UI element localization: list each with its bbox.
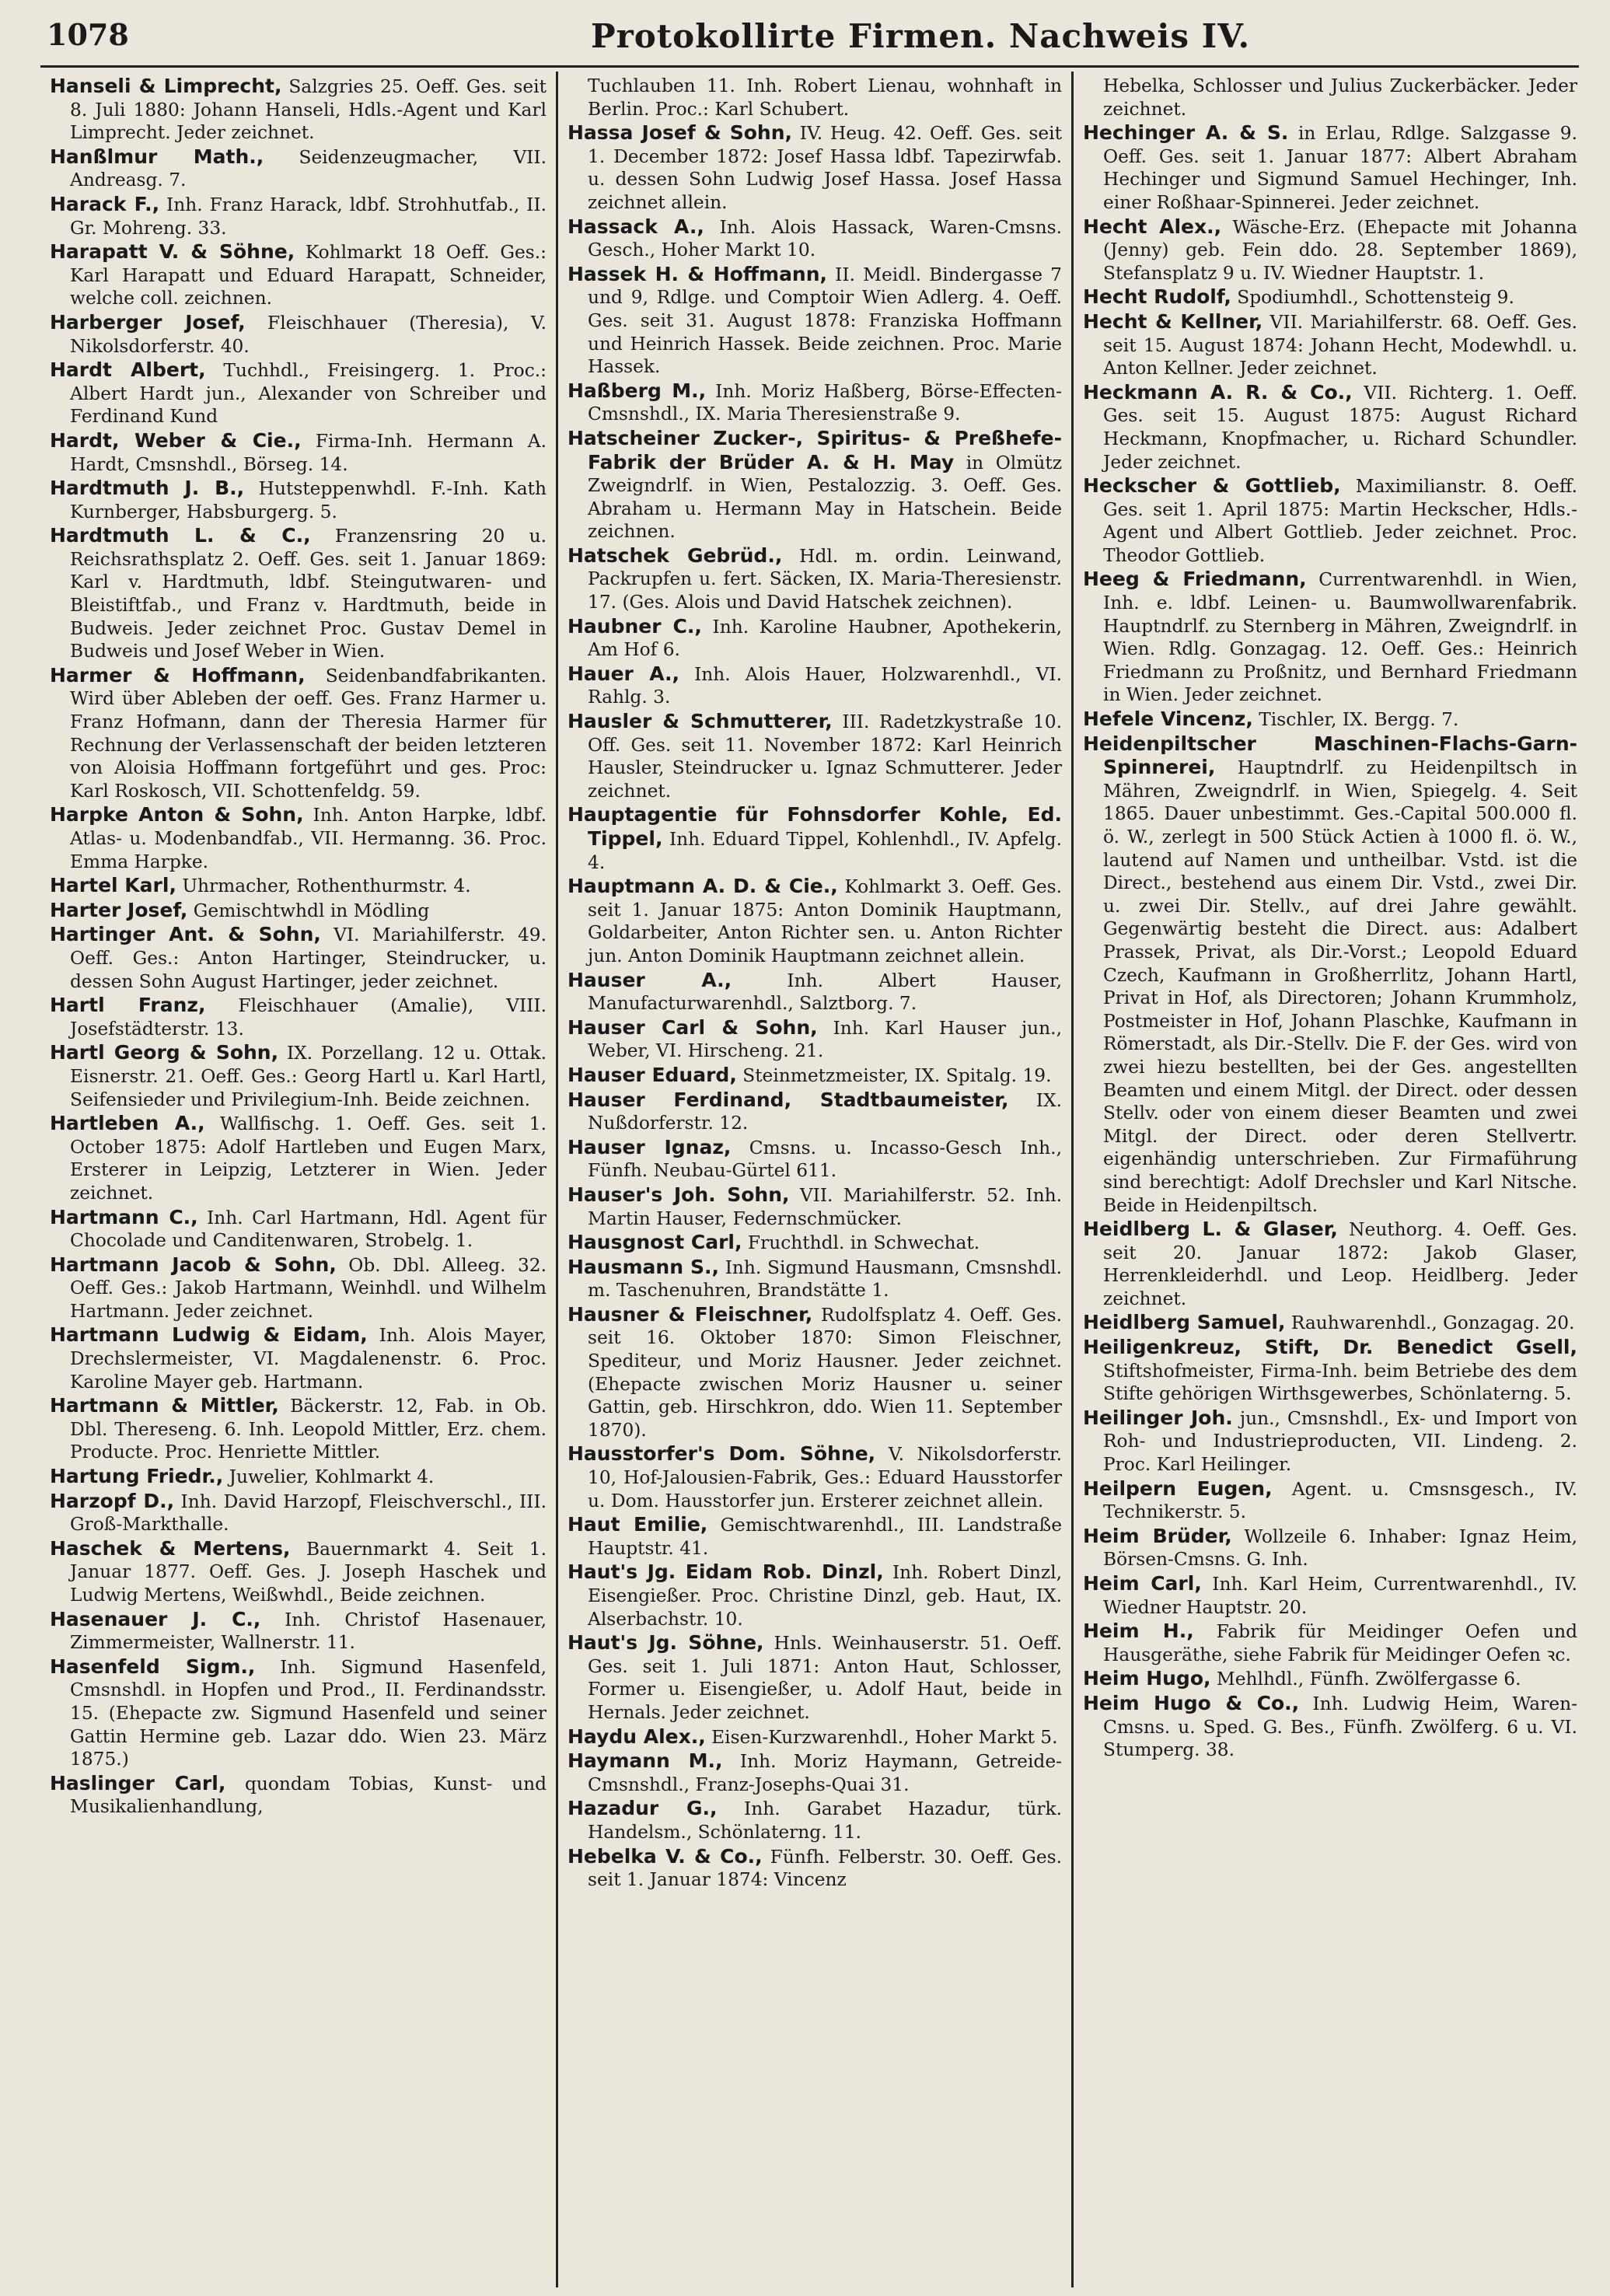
firm-name: Heim Brüder, (1083, 1524, 1232, 1547)
column-middle (556, 72, 1071, 2287)
directory-entry (568, 1725, 1062, 1749)
firm-name: Hartmann Ludwig & Eidam, (50, 1323, 368, 1347)
entry-text: Seidenbandfabrikanten. Wird über Ableben der oeff. Ges. Franz Harmer u. Franz Hofmann, dann der Theresia Harmer für Rechnung der Verlassenschaft der beiden letzteren von Aloisia Hoffmann fortgeführt und ges. Proc: Karl Roskosch, VII. Schottenfeldg. 59. (70, 665, 547, 802)
directory-entry (50, 923, 547, 993)
entry-text: Inh. Karoline Haubner, Apothekerin, Am Hof 6. (588, 616, 1062, 661)
entry-text: Salzgries 25. Oeff. Ges. seit 8. Juli 1880: Johann Hanseli, Hdls.-Agent und Karl Limprecht. Jeder zeichnet. (70, 76, 547, 144)
directory-entry (1083, 215, 1577, 285)
entry-text: Gemischtwarenhdl., III. Landstraße Hauptstr. 41. (588, 1515, 1062, 1559)
directory-entry (50, 664, 547, 803)
directory-entry (568, 1064, 1062, 1088)
firm-name: Hartleben A., (50, 1112, 205, 1135)
firm-name: Hanßlmur Math., (50, 145, 264, 168)
directory-entry (568, 1136, 1062, 1183)
firm-name: Hanseli & Limprecht, (50, 75, 282, 97)
entry-text: IX. Porzellang. 12 u. Ottak. Eisnerstr. 21. Oeff. Ges.: Georg Hartl u. Karl Hartl, Seifensieder und Privilegium-Inh. Beide zeichnen. (70, 1043, 547, 1110)
firm-name: Haut's Jg. Söhne, (568, 1631, 764, 1655)
firm-name: Hausmann S., (568, 1255, 719, 1278)
entry-text: in Olmütz Zweigndrlf. in Wien, Pestalozzig. 3. Oeff. Ges. Abraham u. Hermann May in Hatschein. Beide zeichnen. (588, 452, 1062, 543)
entry-text: Inh. Moriz Haßberg, Börse-Effecten-Cmsnshdl., IX. Maria Theresienstraße 9. (588, 380, 1063, 425)
firm-name: Hauser Eduard, (568, 1063, 737, 1086)
directory-entry (1083, 708, 1577, 732)
page-number: 1078 (47, 17, 129, 52)
entry-text: Inh. Alois Hassack, Waren-Cmsns. Gesch., Hoher Markt 10. (588, 216, 1062, 261)
column-right (1071, 72, 1587, 2287)
directory-entry (50, 1394, 547, 1464)
directory-entry (50, 1465, 547, 1489)
firm-name: Hartung Friedr., (50, 1465, 224, 1488)
firm-name: Heidlberg L. & Glaser, (1083, 1218, 1338, 1241)
firm-name: Haßberg M., (568, 379, 707, 402)
directory-entry (50, 240, 547, 310)
entry-text: Inh. Alois Mayer, Drechslermeister, VI. Magdalenenstr. 6. Proc. Karoline Mayer geb. Hartmann. (70, 1325, 547, 1393)
page-title: Protokollirte Firmen. Nachweis IV. (591, 17, 1251, 55)
entry-text: Spodiumhdl., Schottensteig 9. (1231, 287, 1514, 309)
entry-text: Tischler, IX. Bergg. 7. (1252, 709, 1459, 731)
directory-entry (50, 874, 547, 898)
entry-text: Tuchhdl., Freisingerg. 1. Proc.: Albert Hardt jun., Alexander von Schreiber und Ferdinand Kund (70, 360, 547, 428)
firm-name: Hassek H. & Hoffmann, (568, 262, 828, 285)
firm-name: Hauser's Joh. Sohn, (568, 1183, 790, 1206)
entry-text: Mehlhdl., Fünfh. Zwölfergasse 6. (1210, 1669, 1521, 1690)
directory-entry (1083, 474, 1577, 567)
entry-text: IX. Nußdorferstr. 12. (588, 1089, 1062, 1134)
entry-text: Kohlmarkt 3. Oeff. Ges. seit 1. Januar 1875: Anton Dominik Hauptmann, Goldarbeiter, Anton Richter sen. u. Anton Richter jun. Anton Dominik Hauptmann zeichnet allein. (588, 876, 1062, 966)
firm-name: Hauser Carl & Sohn, (568, 1015, 818, 1039)
firm-name: Hardt, Weber & Cie., (50, 428, 302, 452)
firm-name: Harberger Josef, (50, 310, 246, 334)
directory-entry (568, 1231, 1062, 1255)
columns (40, 72, 1587, 2287)
directory-entry (568, 662, 1062, 709)
firm-name: Hausner & Fleischner, (568, 1302, 813, 1326)
firm-name: Heim Carl, (1083, 1572, 1202, 1595)
firm-name: Hausler & Schmutterer, (568, 710, 833, 733)
entry-text: Hauptndrlf. zu Heidenpiltsch in Mähren, Zweigndrlf. in Wien, Spiegelg. 4. Seit 1865. Dauer unbestimmt. Ges.-Capital 500.000 fl. ö. W., zerlegt in 500 Stück Actien à 1000 fl. ö. W., lautend auf Namen und untheilbar. Vstd. ist die Direct., bestehend aus einem Dir. Vstd., zwei Dir. u. zwei Dir. Stellv., auf drei Jahre gewählt. Gegenwärtig besteht die Direct. aus: Adalbert Prassek, Privat, als Dir.-Vorst.; Leopold Eduard Czech, Kaufmann in Großherrlitz, Johann Hartl, Privat in Hof, als Directoren; Johann Krummholz, Postmeister in Hof, Johann Plaschke, Kaufmann in Römerstadt, als Dir.-Stellv. Die F. der Ges. wird von zwei hiezu bestellten, bei der Ges. angestellten Beamten und einem Mitgl. der Direct. oder dessen Stellv. oder von einem dieser Beamten und zwei Mitgl. der Direct. oder deren Stellvertr. eigenhändig unterschrieben. Zur Firmaführung sind berechtigt: Adolf Drechsler und Karl Nitsche. Beide in Heidenpiltsch. (1103, 757, 1577, 1216)
entry-text: VII. Richterg. 1. Oeff. Ges. seit 15. August 1875: August Richard Heckmann, Knopfmacher, u. Richard Schundler. Jeder zeichnet. (1103, 382, 1577, 473)
firm-name: Hauptagentie für Fohnsdorfer Kohle, Ed. Tippel, (568, 803, 1062, 850)
entry-text: VII. Mariahilferstr. 52. Inh. Martin Hauser, Federnschmücker. (588, 1184, 1062, 1229)
directory-entry (568, 1183, 1062, 1230)
directory-entry (1083, 1572, 1577, 1619)
entry-text: Fruchthdl. in Schwechat. (742, 1232, 980, 1254)
entry-text: Inh. Alois Hauer, Holzwarenhdl., VI. Rahlg. 3. (588, 663, 1062, 708)
entry-text: Inh. Eduard Tippel, Kohlenhdl., IV. Apfelg. 4. (588, 829, 1062, 873)
directory-entry (568, 1016, 1062, 1063)
entry-text: Inh. David Harzopf, Fleischverschl., III. Groß-Markthalle. (70, 1490, 547, 1536)
entry-text: Hnls. Weinhauserstr. 51. Oeff. Ges. seit 1. Juli 1871: Anton Haut, Schlosser, Former u. Eisengießer, u. Adolf Haut, beide in Hernals. Jeder zeichnet. (588, 1633, 1062, 1723)
firm-name: Hausstorfer's Dom. Söhne, (568, 1442, 876, 1466)
firm-name: Hecht Alex., (1083, 215, 1222, 238)
directory-entry (1083, 732, 1577, 1217)
directory-entry (1083, 381, 1577, 474)
directory-entry (568, 379, 1062, 426)
firm-name: Haut's Jg. Eidam Rob. Dinzl, (568, 1560, 884, 1584)
entry-text: Inh. Ludwig Heim, Waren-Cmsns. u. Sped. G. Bes., Fünfh. Zwölferg. 6 u. VI. Stumperg. 38. (1103, 1693, 1577, 1761)
directory-entry (50, 1041, 547, 1111)
entry-text: Fabrik für Meidinger Oefen und Hausgeräthe, siehe Fabrik für Meidinger Oefen ꝛc. (1103, 1621, 1577, 1665)
entry-text: Maximilianstr. 8. Oeff. Ges. seit 1. April 1875: Martin Heckscher, Hdls.-Agent und Albert Gottlieb. Jeder zeichnet. Proc. Theodor Gottlieb. (1103, 476, 1577, 566)
directory-entry (50, 75, 547, 145)
directory-entry (50, 899, 547, 923)
directory-entry (1083, 285, 1577, 309)
entry-text: Inh. Sigmund Hasenfeld, Cmsnshdl. in Hopfen und Prod., II. Ferdinandsstr. 15. (Ehepacte zw. Sigmund Hasenfeld und seiner Gattin Hermine geb. Lazar ddo. Wien 23. März 1875.) (70, 1656, 547, 1770)
column-left (40, 72, 556, 2287)
entry-text: Kohlmarkt 18 Oeff. Ges.: Karl Harapatt und Eduard Harapatt, Schneider, welche coll. zeichnen. (70, 242, 547, 309)
directory-entry (568, 75, 1062, 121)
entry-text: jun., Cmsnshdl., Ex- und Import von Roh- und Industrieproducten, VII. Lindeng. 2. Proc. Karl Heilinger. (1103, 1407, 1577, 1476)
directory-entry (1083, 1525, 1577, 1571)
firm-name: Harack F., (50, 192, 160, 215)
entry-text: Hdl. m. ordin. Leinwand, Packrupfen u. fert. Säcken, IX. Maria-Theresienstr. 17. (Ges. Alois und David Hatschek zeichnen). (588, 545, 1062, 613)
entry-text: quondam Tobias, Kunst- und Musikalienhandlung, (70, 1773, 547, 1818)
entry-text: Uhrmacher, Rothenthurmstr. 4. (176, 875, 471, 897)
firm-name: Haubner C., (568, 614, 702, 638)
entry-text: Wollzeile 6. Inhaber: Ignaz Heim, Börsen-Cmsns. G. Inh. (1103, 1525, 1578, 1571)
firm-name: Hassack A., (568, 215, 704, 238)
directory-entry (568, 427, 1062, 543)
firm-name: Heidenpiltscher Maschinen-Flachs-Garn-Spinnerei, (1083, 732, 1577, 779)
firm-name: Heckmann A. R. & Co., (1083, 380, 1353, 404)
firm-name: Hartl Franz, (50, 994, 206, 1017)
entry-text: II. Meidl. Bindergasse 7 und 9, Rdlge. und Comptoir Wien Adlerg. 4. Oeff. Ges. seit 31. August 1878: Franziska Hoffmann und Heinrich Hassek. Beide zeichnen. Proc. Marie Hassek. (588, 264, 1062, 378)
directory-entry (50, 1537, 547, 1607)
directory-entry (568, 1845, 1062, 1892)
firm-name: Haschek & Mertens, (50, 1536, 291, 1560)
firm-name: Hasenauer J. C., (50, 1607, 261, 1630)
entry-text: Inh. Franz Harack, ldbf. Strohhutfab., II. Gr. Mohreng. 33. (70, 194, 547, 239)
directory-entry (1083, 75, 1577, 121)
entry-text: Seidenzeugmacher, VII. Andreasg. 7. (70, 146, 547, 191)
directory-entry (568, 969, 1062, 1015)
firm-name: Hauer A., (568, 662, 680, 685)
entry-text: Wallfischg. 1. Oeff. Ges. seit 1. October 1875: Adolf Hartleben und Eugen Marx, Ersterer in Leipzig, Letzterer in Wien. Jeder zeichnet. (70, 1113, 547, 1204)
firm-name: Hartinger Ant. & Sohn, (50, 923, 321, 946)
entry-text: VI. Mariahilferstr. 49. Oeff. Ges.: Anton Hartinger, Steindrucker, u. dessen Sohn August Hartinger, jeder zeichnet. (70, 924, 547, 992)
directory-entry (1083, 1477, 1577, 1524)
entry-text: V. Nikolsdorferstr. 10, Hof-Jalousien-Fabrik, Ges.: Eduard Hausstorfer u. Dom. Hausstorfer jun. Ersterer zeichnet allein. (588, 1444, 1062, 1511)
entry-text: IV. Heug. 42. Oeff. Ges. seit 1. December 1872: Josef Hassa ldbf. Tapezirwfab. u. dessen Sohn Ludwig Josef Hassa. Josef Hassa zeichnet allein. (588, 123, 1062, 213)
directory-entry (50, 193, 547, 239)
firm-name: Hatscheiner Zucker-, Spiritus- & Preßhefe-Fabrik der Brüder A. & H. May (568, 426, 1062, 474)
directory-entry (1083, 310, 1577, 380)
entry-text: Inh. Carl Hartmann, Hdl. Agent für Chocolade und Canditenwaren, Strobelg. 1. (70, 1207, 547, 1252)
directory-entry (568, 1749, 1062, 1796)
entry-text: Inh. Karl Heim, Currentwarenhdl., IV. Wiedner Hauptstr. 20. (1103, 1574, 1577, 1618)
firm-name: Hechinger A. & S. (1083, 121, 1289, 145)
directory-entry (568, 1631, 1062, 1724)
entry-text: Currentwarenhdl. in Wien, Inh. e. ldbf. Leinen- u. Baumwollwarenfabrik. Hauptndrlf. zu Sternberg in Mähren, Zweigndrlf. in Wien. Rdlg. Gonzagag. 12. Oeff. Ges.: Heinrich Friedmann zu Proßnitz, und Bernhard Friedmann in Wien. Jeder zeichnet. (1103, 569, 1577, 706)
firm-name: Haslinger Carl, (50, 1771, 226, 1795)
entry-text: Wäsche-Erz. (Ehepacte mit Johanna (Jenny) geb. Fein ddo. 28. September 1869), Stefansplatz 9 u. IV. Wiedner Hauptstr. 1. (1103, 216, 1577, 284)
firm-name: Haydu Alex., (568, 1725, 706, 1748)
entry-text: Inh. Albert Hauser, Manufacturwarenhdl., Salztborg. 7. (588, 970, 1062, 1015)
entry-text: Firma-Inh. Hermann A. Hardt, Cmsnshdl., Börseg. 14. (70, 430, 547, 475)
entry-text: Hebelka, Schlosser und Julius Zuckerbäcker. Jeder zeichnet. (1103, 75, 1577, 120)
firm-name: Hebelka V. & Co., (568, 1844, 763, 1868)
directory-entry (50, 1206, 547, 1253)
firm-name: Hauser Ferdinand, Stadtbaumeister, (568, 1088, 1009, 1111)
entry-text: VII. Mariahilferstr. 68. Oeff. Ges. seit 15. August 1874: Johann Hecht, Modewhdl. u. Anton Kellner. Jeder zeichnet. (1103, 311, 1577, 379)
entry-text: Fünfh. Felberstr. 30. Oeff. Ges. seit 1. Januar 1874: Vincenz (588, 1846, 1062, 1891)
directory-entry (568, 1560, 1062, 1630)
directory-entry (50, 358, 547, 428)
directory-entry (50, 311, 547, 358)
directory-entry (568, 215, 1062, 262)
firm-name: Hazadur G., (568, 1797, 718, 1820)
directory-entry (568, 710, 1062, 802)
entry-text: Steinmetzmeister, IX. Spitalg. 19. (736, 1064, 1052, 1086)
entry-text: Inh. Robert Dinzl, Eisengießer. Proc. Christine Dinzl, geb. Haut, IX. Alserbachstr. 10. (588, 1562, 1062, 1630)
firm-name: Hartmann & Mittler, (50, 1394, 279, 1417)
firm-name: Hardt Albert, (50, 358, 206, 382)
firm-name: Hatschek Gebrüd., (568, 543, 783, 567)
directory-entry (50, 803, 547, 873)
firm-name: Hartmann Jacob & Sohn, (50, 1253, 337, 1276)
firm-name: Hauser A., (568, 968, 732, 991)
entry-text: III. Radetzkystraße 10. Off. Ges. seit 11. November 1872: Karl Heinrich Hausler, Steindrucker u. Ignaz Schmutterer. Jeder zeichnet. (588, 711, 1062, 802)
directory-entry (568, 1256, 1062, 1302)
directory-entry (568, 121, 1062, 214)
directory-entry (1083, 1692, 1577, 1762)
firm-name: Hauser Ignaz, (568, 1135, 732, 1158)
firm-name: Haymann M., (568, 1749, 723, 1773)
directory-entry (568, 1442, 1062, 1512)
firm-name: Heim Hugo & Co., (1083, 1691, 1300, 1714)
directory-entry (568, 615, 1062, 662)
entry-text: Inh. Karl Hauser jun., Weber, VI. Hirscheng. 21. (588, 1017, 1062, 1062)
directory-entry (50, 994, 547, 1040)
directory-entry (1083, 1667, 1577, 1691)
firm-name: Hardtmuth L. & C., (50, 524, 311, 547)
entry-text: Franzensring 20 u. Reichsrathsplatz 2. Oeff. Ges. seit 1. Januar 1869: Karl v. Hardtmuth, ldbf. Steingutwaren- und Bleistiftfab., und Franz v. Hardtmuth, beide in Budweis. Jeder zeichnet Proc. Gustav Demel in Budweis und Josef Weber in Wien. (70, 526, 547, 662)
directory-entry (50, 1112, 547, 1204)
firm-name: Heilpern Eugen, (1083, 1476, 1273, 1500)
entry-text: Rudolfsplatz 4. Oeff. Ges. seit 16. Oktober 1870: Simon Fleischner, Spediteur, und Moriz Hausner. Jeder zeichnet. (Ehepacte zwischen Moriz Hausner u. seiner Gattin, geb. Hirschkron, ddo. Wien 11. September 1870). (588, 1304, 1062, 1441)
firm-name: Heim H., (1083, 1620, 1194, 1643)
directory-entry (50, 145, 547, 192)
directory-entry (50, 524, 547, 663)
directory-entry (1083, 1336, 1577, 1406)
directory-entry (1083, 121, 1577, 214)
directory-entry (50, 1253, 547, 1323)
entry-text: Hutsteppenwhdl. F.-Inh. Kath Kurnberger, Habsburgerg. 5. (70, 478, 547, 522)
entry-text: Tuchlauben 11. Inh. Robert Lienau, wohnhaft in Berlin. Proc.: Karl Schubert. (588, 75, 1062, 120)
entry-text: Neuthorg. 4. Oeff. Ges. seit 20. Januar 1872: Jakob Glaser, Herrenkleiderhdl. und Leop. Heidlberg. Jeder zeichnet. (1103, 1219, 1577, 1309)
firm-name: Hauptmann A. D. & Cie., (568, 875, 838, 898)
firm-name: Hassa Josef & Sohn, (568, 121, 792, 145)
firm-name: Heidlberg Samuel, (1083, 1311, 1286, 1334)
directory-entry (568, 803, 1062, 874)
firm-name: Hecht Rudolf, (1083, 285, 1231, 309)
firm-name: Heiligenkreuz, Stift, Dr. Benedict Gsell, (1083, 1336, 1577, 1359)
firm-name: Heeg & Friedmann, (1083, 568, 1307, 591)
directory-entry (50, 1608, 547, 1655)
firm-name: Heim Hugo, (1083, 1667, 1211, 1690)
directory-entry (568, 544, 1062, 614)
entry-text: Fleischhauer (Amalie), VIII. Josefstädterstr. 13. (70, 995, 547, 1040)
entry-text: in Erlau, Rdlge. Salzgasse 9. Oeff. Ges. seit 1. Januar 1877: Albert Abraham Hechinger und Sigmund Samuel Hechinger, Inh. einer Roßhaar-Spinnerei. Jeder zeichnet. (1103, 123, 1577, 213)
firm-name: Hecht & Kellner, (1083, 309, 1263, 333)
firm-name: Hefele Vincenz, (1083, 708, 1253, 731)
entry-text: Fleischhauer (Theresia), V. Nikolsdorferstr. 40. (70, 312, 547, 357)
firm-name: Hardtmuth J. B., (50, 477, 245, 500)
entry-text: Eisen-Kurzwarenhdl., Hoher Markt 5. (705, 1726, 1058, 1748)
directory-entry (568, 1303, 1062, 1442)
firm-name: Heckscher & Gottlieb, (1083, 474, 1341, 498)
directory-entry (50, 1490, 547, 1536)
directory-entry (50, 1655, 547, 1771)
firm-name: Hartel Karl, (50, 874, 176, 897)
entry-text: Bauernmarkt 4. Seit 1. Januar 1877. Oeff. Ges. J. Joseph Haschek und Ludwig Mertens, Weißwhdl., Beide zeichnen. (70, 1538, 547, 1606)
firm-name: Hausgnost Carl, (568, 1231, 742, 1254)
firm-name: Haut Emilie, (568, 1513, 708, 1536)
directory-entry (568, 263, 1062, 379)
firm-name: Hasenfeld Sigm., (50, 1655, 256, 1678)
entry-text: Cmsns. u. Incasso-Gesch Inh., Fünfh. Neubau-Gürtel 611. (588, 1137, 1062, 1182)
directory-entry (1083, 568, 1577, 707)
directory-entry (568, 1513, 1062, 1560)
directory-entry (50, 477, 547, 523)
directory-entry (1083, 1407, 1577, 1476)
firm-name: Hartmann C., (50, 1205, 198, 1228)
firm-name: Heilinger Joh. (1083, 1406, 1233, 1429)
entry-text: Inh. Moriz Haymann, Getreide-Cmsnshdl., Franz-Josephs-Quai 31. (588, 1751, 1062, 1795)
entry-text: Inh. Christof Hasenauer, Zimmermeister, Wallnerstr. 11. (70, 1609, 547, 1654)
directory-entry (1083, 1620, 1577, 1666)
entry-text: Stiftshofmeister, Firma-Inh. beim Betriebe des dem Stifte gehörigen Wirthsgewerbes, Schönlaterng. 5. (1103, 1360, 1577, 1405)
firm-name: Harmer & Hoffmann, (50, 663, 306, 687)
firm-name: Harzopf D., (50, 1489, 175, 1512)
directory-entry (50, 429, 547, 476)
entry-text: Juwelier, Kohlmarkt 4. (223, 1466, 435, 1488)
firm-name: Harter Josef, (50, 898, 188, 921)
directory-entry (568, 1089, 1062, 1135)
entry-text: Gemischtwhdl in Mödling (187, 900, 430, 921)
directory-entry (1083, 1218, 1577, 1310)
header-rule (40, 65, 1579, 68)
firm-name: Hartl Georg & Sohn, (50, 1041, 279, 1064)
directory-entry (568, 875, 1062, 967)
entry-text: Rauhwarenhdl., Gonzagag. 20. (1285, 1312, 1575, 1334)
directory-entry (1083, 1311, 1577, 1335)
entry-text: Agent. u. Cmsnsgesch., IV. Technikerstr. 5. (1103, 1478, 1577, 1523)
directory-entry (50, 1772, 547, 1819)
entry-text: Inh. Anton Harpke, ldbf. Atlas- u. Modenbandfab., VII. Hermanng. 36. Proc. Emma Harpke. (70, 805, 547, 872)
directory-entry (568, 1797, 1062, 1843)
entry-text: Inh. Sigmund Hausmann, Cmsnshdl. m. Taschenuhren, Brandstätte 1. (588, 1256, 1062, 1302)
entry-text: Ob. Dbl. Alleeg. 32. Oeff. Ges.: Jakob Hartmann, Weinhdl. und Wilhelm Hartmann. Jeder zeichnet. (70, 1254, 547, 1322)
entry-text: Inh. Garabet Hazadur, türk. Handelsm., Schönlaterng. 11. (588, 1798, 1062, 1843)
firm-name: Harpke Anton & Sohn, (50, 803, 304, 826)
directory-entry (50, 1323, 547, 1393)
entry-text: Bäckerstr. 12, Fab. in Ob. Dbl. Thereseng. 6. Inh. Leopold Mittler, Erz. chem. Producte. Proc. Henriette Mittler. (70, 1396, 547, 1463)
firm-name: Harapatt V. & Söhne, (50, 240, 295, 264)
